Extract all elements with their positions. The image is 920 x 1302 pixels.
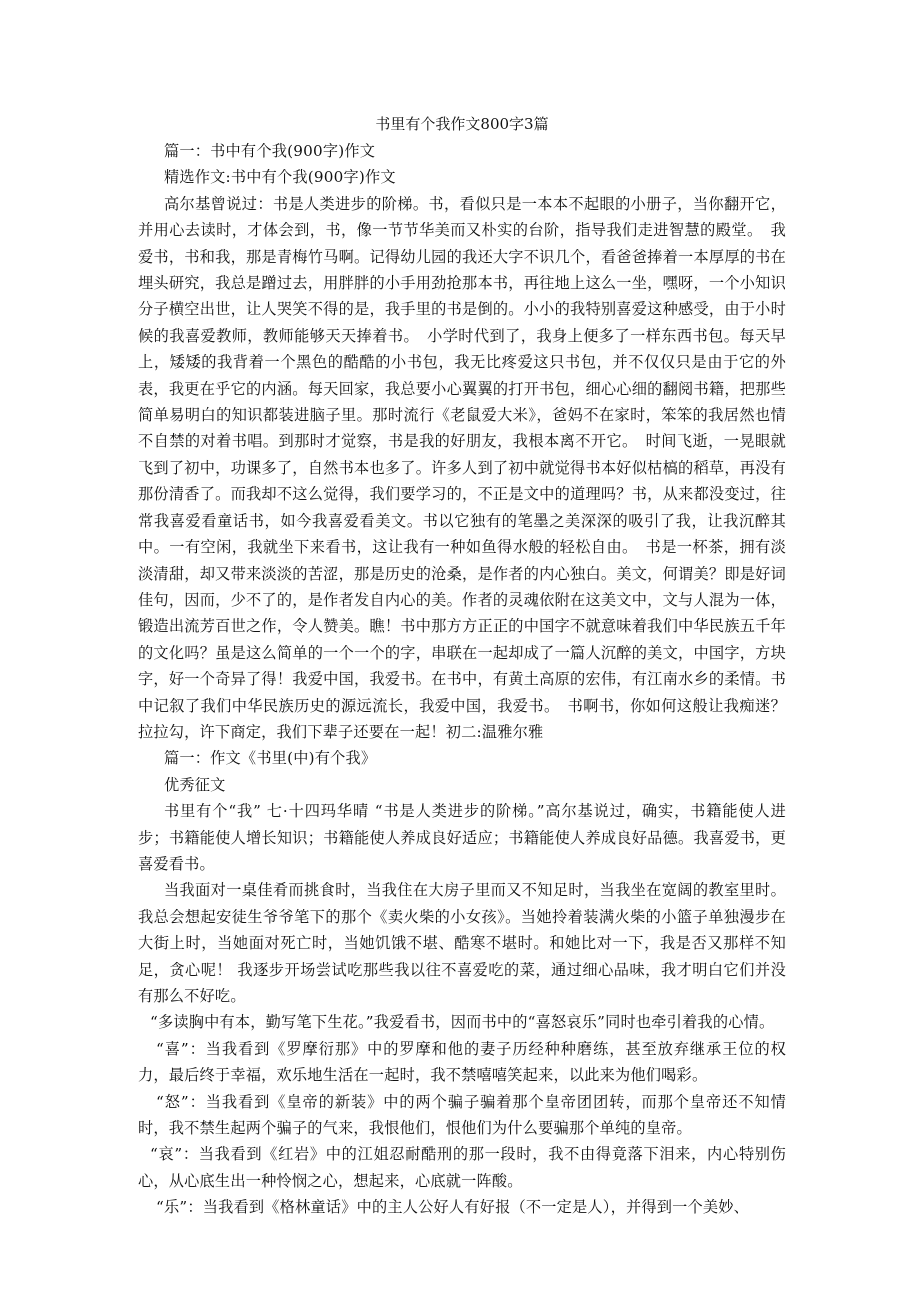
essay-paragraph-anger: “怒”：当我看到《皇帝的新装》中的两个骗子骗着那个皇帝团团转，而那个皇帝还不知情时，我不禁生起两个骗子的气来，我恨他们，恨他们为什么要骗那个单纯的皇帝。: [138, 1092, 786, 1138]
document-title: 书里有个我作文800字3篇: [375, 115, 549, 133]
essay-paragraph-happiness: “乐”：当我看到《格林童话》中的主人公好人有好报（不一定是人），并得到一个美妙、: [156, 1198, 750, 1217]
section-subheading-1: 精选作文:书中有个我(900字)作文: [164, 168, 396, 187]
essay-paragraph-3: 当我面对一桌佳肴而挑食时，当我住在大房子里而又不知足时，当我坐在宽阔的教室里时。我总会想起安徒生爷爷笔下的那个《卖火柴的小女孩》。当她拎着装满火柴的小篮子单独漫步在大街上时，当她面对死亡时，当她饥饿不堪、酷寒不堪时。和她比对一下，我是否又那样不知足，贪心呢！ 我逐步开场尝试吃那些我以往不喜爱吃的菜，通过细心品味，我才明白它们并没有那么不好吃。: [138, 881, 786, 1005]
section-heading-2: 篇一：作文《书里(中)有个我》: [164, 749, 377, 768]
section-subheading-2: 优秀征文: [164, 775, 226, 794]
essay-paragraph-1: 高尔基曾说过：书是人类进步的阶梯。书，看似只是一本本不起眼的小册子，当你翻开它，并用心去读时，才体会到，书，像一节节华美而又朴实的台阶，指导我们走进智慧的殿堂。 我爱书，书和我，那是青梅竹马啊。记得幼儿园的我还大字不识几个，看爸爸捧着一本厚厚的书在埋头研究，我总是蹭过去，用胖胖的小手用劲抢那本书，再往地上这么一坐，嘿呀，一个小知识分子横空出世，让人哭笑不得的是，我手里的书是倒的。小小的我特别喜爱这种感受，由于小时候的我喜爱教师，教师能够天天捧着书。 小学时代到了，我身上便多了一样东西书包。每天早上，矮矮的我背着一个黑色的酷酷的小书包，我无比疼爱这只书包，并不仅仅只是由于它的外表，我更在乎它的内涵。每天回家，我总要小心翼翼的打开书包，细心心细的翻阅书籍，把那些简单易明白的知识都装进脑子里。那时流行《老鼠爱大米》，爸妈不在家时，笨笨的我居然也情不自禁的对着书唱。到那时才觉察，书是我的好朋友，我根本离不开它。 时间飞逝，一晃眼就飞到了初中，功课多了，自然书本也多了。许多人到了初中就觉得书本好似枯槁的稻草，再没有那份清香了。而我却不这么觉得，我们要学习的，不正是文中的道理吗？书，从来都没变过，往常我喜爱看童话书，如今我喜爱看美文。书以它独有的笔墨之美深深的吸引了我，让我沉醉其中。一有空闲，我就坐下来看书，这让我有一种如鱼得水般的轻松自由。 书是一杯茶，拥有淡淡清甜，却又带来淡淡的苦涩，那是历史的沧桑，是作者的内心独白。美文，何谓美？即是好词佳句，因而，少不了的，是作者发自内心的美。作者的灵魂依附在这美文中，文与人混为一体，锻造出流芳百世之作，令人赞美。瞧！书中那方方正正的中国字不就意味着我们中华民族五千年的文化吗？虽是这么简单的一个一个的字，串联在一起却成了一篇人沉醉的美文，中国字，方块字，好一个奇异了得！我爱中国，我爱书。在书中，有黄土高原的宏伟，有江南水乡的柔情。书中记叙了我们中华民族历史的源远流长，我爱中国，我爱书。 书啊书，你如何这般让我痴迷？拉拉勾，许下商定，我们下辈子还要在一起！初二:温雅尔雅: [138, 194, 786, 741]
document-body: [138, 110, 786, 1221]
essay-paragraph-sorrow: “哀”：当我看到《红岩》中的江姐忍耐酷刑的那一段时，我不由得竟落下泪来，内心特别伤心，从心底生出一种怜悯之心，想起来，心底就一阵酸。: [138, 1145, 786, 1190]
section-heading-1: 篇一：书中有个我(900字)作文: [164, 142, 376, 160]
essay-paragraph-2: 书里有个“我” 七·十四玛华晴 “书是人类进步的阶梯。”高尔基说过，确实，书籍能使人进步；书籍能使人增长知识；书籍能使人养成良好适应；书籍能使人养成良好品德。我喜爱书，更喜爱看书。: [138, 802, 786, 873]
essay-paragraph-4: “多读胸中有本，勤写笔下生花。”我爱看书，因而书中的“喜怒哀乐”同时也牵引着我的心情。: [150, 1013, 775, 1032]
essay-paragraph-joy: “喜”：当我看到《罗摩衍那》中的罗摩和他的妻子历经种种磨练，甚至放弃继承王位的权力，最后终于幸福，欢乐地生活在一起时，我不禁嘻嘻笑起来，以此来为他们喝彩。: [138, 1039, 786, 1085]
